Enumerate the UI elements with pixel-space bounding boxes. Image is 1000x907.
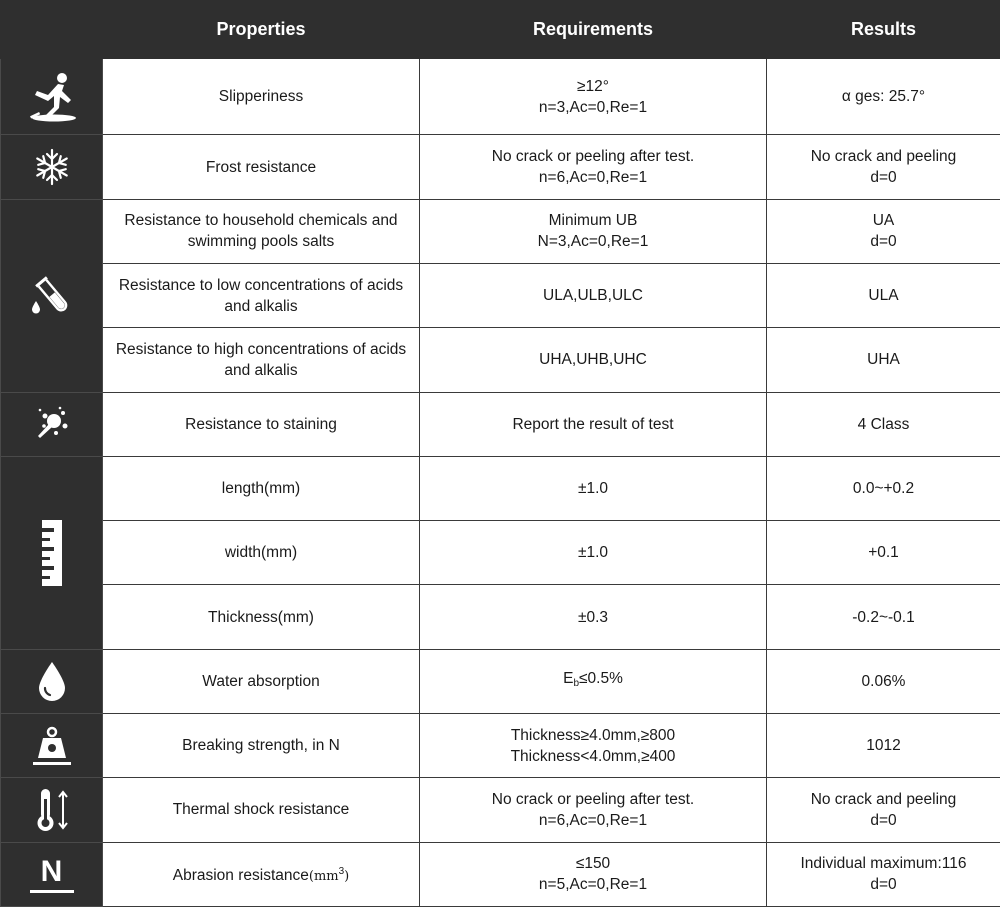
property-cell: width(mm): [103, 521, 420, 585]
requirement-cell: [420, 842, 767, 906]
table-row: [1, 649, 1000, 713]
requirement-cell: Report the result of test: [420, 392, 767, 456]
property-cell: Thickness(mm): [103, 585, 420, 649]
table-row: [1, 135, 1000, 199]
property-line: swimming pools salts: [187, 233, 335, 251]
property-line: and alkalis: [224, 297, 298, 315]
requirement-line: No crack or peeling after test.: [491, 148, 695, 165]
requirement-cell: ±1.0: [420, 456, 767, 520]
result-cell: 1012: [767, 714, 1000, 778]
property-cell: Thermal shock resistance: [103, 778, 420, 842]
header-icon-column: [1, 1, 103, 59]
property-cell: [103, 842, 420, 906]
requirement-line: Thickness<4.0mm,≥400: [510, 747, 676, 765]
result-line: d=0: [870, 169, 897, 186]
abrasion-icon: [1, 842, 103, 906]
result-line: d=0: [870, 811, 897, 829]
result-line: No crack and peeling: [810, 148, 957, 165]
abrasion-letter: N: [40, 854, 63, 888]
result-line: Individual maximum:116: [800, 855, 967, 873]
table-row: [1, 842, 1000, 906]
property-cell: length(mm): [103, 456, 420, 520]
result-line: No crack and peeling: [810, 790, 957, 808]
property-line: and alkalis: [224, 361, 298, 379]
thermometer-icon: [1, 778, 103, 842]
table-row: [1, 585, 1000, 649]
property-line: Resistance to household chemicals and: [124, 212, 398, 230]
requirement-cell: [420, 714, 767, 778]
result-cell: 0.0~+0.2: [767, 456, 1000, 520]
property-cell: [103, 328, 420, 392]
requirement-line: No crack or peeling after test.: [491, 790, 695, 808]
property-label: Abrasion resistance: [172, 867, 309, 885]
result-cell: UHA: [767, 328, 1000, 392]
result-cell: 4 Class: [767, 392, 1000, 456]
requirement-line: N=3,Ac=0,Re=1: [537, 233, 649, 251]
requirement-cell: ULA,ULB,ULC: [420, 263, 767, 327]
weight-icon: [1, 714, 103, 778]
result-cell: [767, 135, 1000, 199]
property-cell: Water absorption: [103, 649, 420, 713]
requirement-cell: [420, 59, 767, 135]
requirement-line: ≤150: [575, 855, 611, 873]
requirement-line: n=6,Ac=0,Re=1: [538, 811, 648, 829]
requirement-cell: [420, 135, 767, 199]
header-results: Results: [767, 1, 1000, 59]
header-requirements: Requirements: [420, 1, 767, 59]
result-cell: -0.2~-0.1: [767, 585, 1000, 649]
result-cell: [767, 778, 1000, 842]
requirement-cell: [420, 649, 767, 713]
result-cell: 0.06%: [767, 649, 1000, 713]
requirement-line: Thickness≥4.0mm,≥800: [510, 726, 676, 744]
result-cell: α ges: 25.7°: [767, 59, 1000, 135]
requirement-line: Minimum UB: [548, 212, 638, 230]
table-row: [1, 328, 1000, 392]
requirement-symbol: E: [563, 670, 574, 688]
requirement-line: n=3,Ac=0,Re=1: [538, 98, 648, 116]
property-line: Resistance to low concentrations of acids: [118, 276, 404, 294]
requirement-line: n=6,Ac=0,Re=1: [538, 169, 648, 186]
unit-close: ): [344, 869, 350, 885]
result-line: d=0: [870, 876, 897, 894]
requirement-cell: [420, 778, 767, 842]
table-row: [1, 59, 1000, 135]
requirement-cell: [420, 199, 767, 263]
requirement-subscript: b: [573, 678, 580, 690]
unit-open: (mm: [308, 869, 339, 885]
result-cell: [767, 199, 1000, 263]
table-row: [1, 263, 1000, 327]
table-row: [1, 456, 1000, 520]
requirement-cell: ±0.3: [420, 585, 767, 649]
slip-warning-icon: [1, 59, 103, 135]
abrasion-underline: [30, 890, 74, 893]
header-properties: Properties: [103, 1, 420, 59]
requirement-cell: UHA,UHB,UHC: [420, 328, 767, 392]
result-line: UA: [872, 212, 895, 230]
property-cell: Resistance to staining: [103, 392, 420, 456]
snowflake-icon: [1, 135, 103, 199]
requirement-line: ≥12°: [577, 77, 609, 95]
property-cell: Slipperiness: [103, 59, 420, 135]
stain-splash-icon: [1, 392, 103, 456]
unit-superscript: 3: [338, 866, 345, 878]
table-row: [1, 392, 1000, 456]
table-row: [1, 521, 1000, 585]
table-row: [1, 714, 1000, 778]
property-cell: [103, 199, 420, 263]
result-cell: [767, 842, 1000, 906]
ruler-icon: [1, 456, 103, 649]
requirement-value: ≤0.5%: [579, 670, 623, 688]
test-tube-icon: [1, 199, 103, 392]
result-cell: +0.1: [767, 521, 1000, 585]
requirement-cell: ±1.0: [420, 521, 767, 585]
requirement-line: n=5,Ac=0,Re=1: [538, 876, 648, 894]
water-drop-icon: [1, 649, 103, 713]
property-line: Resistance to high concentrations of acids: [115, 340, 407, 358]
table-row: [1, 199, 1000, 263]
property-cell: Breaking strength, in N: [103, 714, 420, 778]
table-row: [1, 778, 1000, 842]
result-cell: ULA: [767, 263, 1000, 327]
result-line: d=0: [870, 233, 897, 251]
property-cell: Frost resistance: [103, 135, 420, 199]
header-row: [1, 1, 1000, 59]
property-cell: [103, 263, 420, 327]
